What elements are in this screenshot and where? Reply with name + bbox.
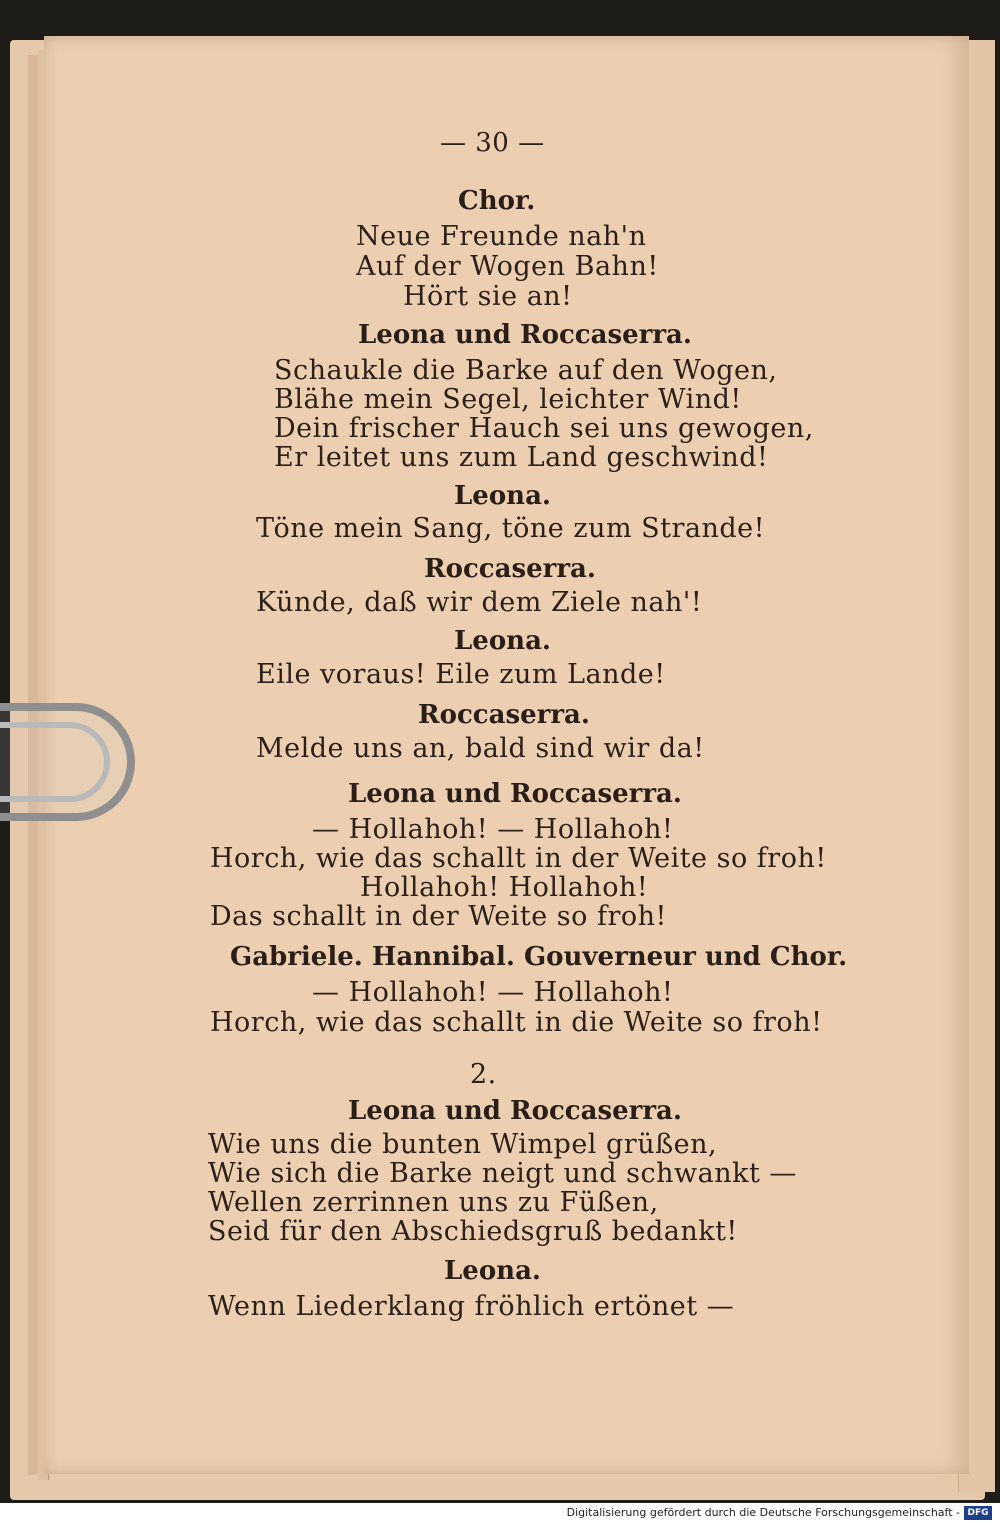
verse-line: Neue Freunde nah'n [356,221,647,252]
verse-line: Hollahoh! Hollahoh! [360,872,649,903]
verse-line: Wellen zerrinnen uns zu Füßen, [208,1187,659,1218]
speaker-heading: Roccaserra. [418,700,590,730]
verse-line: Dein frischer Hauch sei uns gewogen, [274,413,814,444]
verse-line: Schaukle die Barke auf den Wogen, [274,355,778,386]
funding-notice: Digitalisierung gefördert durch die Deutsche Forschungsgemeinschaft - [566,1506,960,1519]
speaker-heading: Leona. [444,1256,541,1286]
dfg-logo: DFG [964,1506,992,1520]
verse-line: — Hollahoh! — Hollahoh! [312,977,674,1008]
page-number: — 30 — [440,128,545,158]
verse-line: Wie sich die Barke neigt und schwankt — [208,1158,797,1189]
verse-line: Er leitet uns zum Land geschwind! [274,442,769,473]
speaker-heading: Leona. [454,626,551,656]
speaker-heading: Roccaserra. [424,554,596,584]
verse-line: — Hollahoh! — Hollahoh! [312,814,674,845]
footer-bar [0,1503,1000,1523]
verse-line: Horch, wie das schallt in der Weite so froh! [210,843,827,874]
speaker-heading: Leona und Roccaserra. [348,779,682,809]
paper-clip-inner [0,722,110,802]
verse-line: Künde, daß wir dem Ziele nah'! [256,587,703,618]
verse-line: Seid für den Abschiedsgruß bedankt! [208,1216,738,1247]
verse-line: Blähe mein Segel, leichter Wind! [274,384,742,415]
verse-line: Horch, wie das schallt in die Weite so froh! [210,1007,823,1038]
speaker-heading: Leona. [454,481,551,511]
verse-line: Das schallt in der Weite so froh! [210,901,667,932]
speaker-heading: Chor. [458,186,536,216]
verse-line: Wenn Liederklang fröhlich ertönet — [208,1291,735,1322]
speaker-heading: Leona und Roccaserra. [358,320,692,350]
verse-line: Melde uns an, bald sind wir da! [256,733,705,764]
verse-line: Auf der Wogen Bahn! [356,251,659,282]
verse-line: Wie uns die bunten Wimpel grüßen, [208,1129,718,1160]
verse-line: Töne mein Sang, töne zum Strande! [256,513,765,544]
verse-line: Eile voraus! Eile zum Lande! [256,659,666,690]
speaker-heading: Gabriele. Hannibal. Gouverneur und Chor. [230,942,848,972]
section-number: 2. [470,1059,497,1090]
speaker-heading: Leona und Roccaserra. [348,1096,682,1126]
verse-line: Hört sie an! [403,281,573,312]
